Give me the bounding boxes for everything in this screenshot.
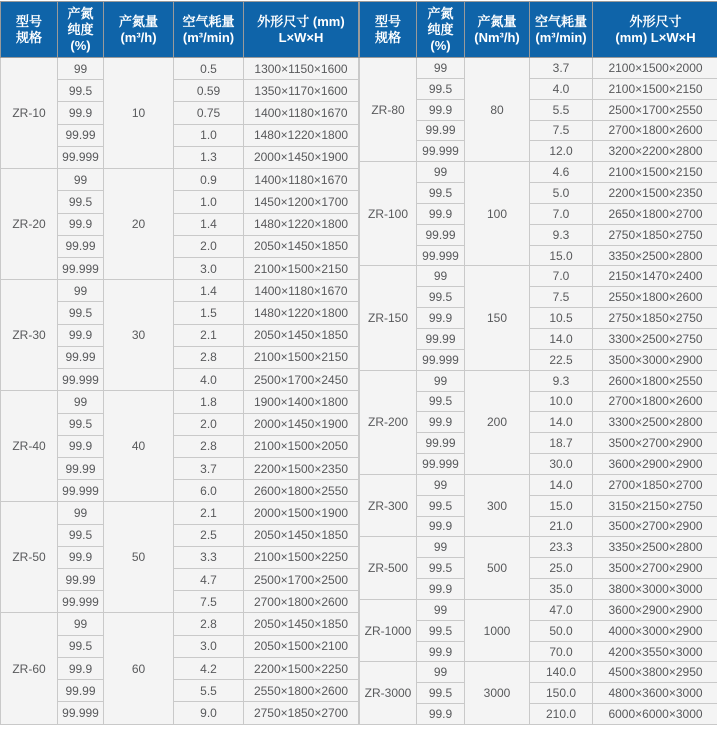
capacity-cell: 500: [465, 537, 530, 600]
purity-cell: 99.99: [58, 235, 104, 257]
air-consumption-cell: 10.5: [530, 308, 593, 329]
dimensions-cell: 2050×1450×1850: [244, 235, 359, 257]
air-consumption-cell: 3.0: [174, 635, 244, 657]
air-consumption-cell: 35.0: [530, 579, 593, 600]
model-cell: ZR-40: [1, 391, 58, 502]
capacity-cell: 100: [465, 162, 530, 266]
air-consumption-cell: 22.5: [530, 349, 593, 370]
dimensions-cell: 1450×1200×1700: [244, 191, 359, 213]
header-cell-capacity: [104, 2, 174, 58]
purity-cell: 99.999: [58, 146, 104, 168]
air-consumption-cell: 210.0: [530, 704, 593, 725]
dimensions-cell: 4000×3000×2900: [593, 620, 717, 641]
spec-table-right: [359, 1, 717, 725]
purity-cell: 99.999: [417, 141, 465, 162]
purity-cell: 99.9: [417, 308, 465, 329]
purity-cell: 99: [417, 162, 465, 183]
air-consumption-cell: 0.5: [174, 58, 244, 80]
purity-cell: 99.5: [417, 620, 465, 641]
dimensions-cell: 1480×1220×1800: [244, 302, 359, 324]
dimensions-cell: 2100×1500×2150: [244, 257, 359, 279]
model-cell: ZR-30: [1, 280, 58, 391]
capacity-cell: 50: [104, 502, 174, 613]
air-consumption-cell: 1.0: [174, 191, 244, 213]
dimensions-cell: 2000×1500×1900: [244, 502, 359, 524]
capacity-cell: 1000: [465, 599, 530, 662]
purity-cell: 99.9: [417, 412, 465, 433]
dimensions-cell: 2050×1450×1850: [244, 324, 359, 346]
dimensions-cell: 1400×1180×1670: [244, 169, 359, 191]
air-consumption-cell: 7.0: [530, 266, 593, 287]
header-cell-air: [174, 2, 244, 58]
table-row: [1, 58, 359, 80]
header-cell-capacity: [465, 2, 530, 58]
air-consumption-cell: 2.5: [174, 524, 244, 546]
purity-cell: 99.99: [417, 120, 465, 141]
purity-cell: 99.5: [58, 413, 104, 435]
table-row: [1, 280, 359, 302]
dimensions-cell: 6000×6000×3000: [593, 704, 717, 725]
air-consumption-cell: 1.4: [174, 280, 244, 302]
air-consumption-cell: 1.8: [174, 391, 244, 413]
purity-cell: 99.999: [58, 257, 104, 279]
dimensions-cell: 3350×2500×2800: [593, 245, 717, 266]
air-consumption-cell: 2.8: [174, 613, 244, 635]
air-consumption-cell: 0.59: [174, 80, 244, 102]
header-line: (%): [70, 37, 91, 53]
header-line: 空气耗量: [534, 13, 587, 29]
dimensions-cell: 2100×1500×2150: [593, 78, 717, 99]
dimensions-cell: 2500×1700×2550: [593, 99, 717, 120]
air-consumption-cell: 4.2: [174, 657, 244, 679]
dimensions-cell: 2700×1850×2700: [593, 474, 717, 495]
air-consumption-cell: 3.3: [174, 546, 244, 568]
air-consumption-cell: 4.0: [530, 78, 593, 99]
dimensions-cell: 1900×1400×1800: [244, 391, 359, 413]
purity-cell: 99.5: [417, 287, 465, 308]
header-cell-model: [1, 2, 58, 58]
header-line: 产氮: [427, 5, 454, 21]
dimensions-cell: 3300×2500×2800: [593, 412, 717, 433]
spec-table-left: [0, 1, 359, 725]
table-row: [360, 58, 717, 79]
air-consumption-cell: 7.5: [174, 591, 244, 613]
model-cell: ZR-100: [360, 162, 417, 266]
header-line: 型号: [15, 13, 42, 29]
capacity-cell: 30: [104, 280, 174, 391]
dimensions-cell: 3800×3000×3000: [593, 579, 717, 600]
purity-cell: 99.9: [58, 657, 104, 679]
dimensions-cell: 2200×1500×2350: [244, 457, 359, 479]
table-row: [360, 162, 717, 183]
model-cell: ZR-150: [360, 266, 417, 370]
header-line: 空气耗量: [182, 13, 235, 29]
purity-cell: 99: [58, 58, 104, 80]
purity-cell: 99.5: [417, 78, 465, 99]
purity-cell: 99.5: [417, 391, 465, 412]
air-consumption-cell: 23.3: [530, 537, 593, 558]
dimensions-cell: 3350×2500×2800: [593, 537, 717, 558]
dimensions-cell: 1300×1150×1600: [244, 58, 359, 80]
purity-cell: 99.5: [58, 302, 104, 324]
model-cell: ZR-1000: [360, 599, 417, 662]
dimensions-cell: 3500×3000×2900: [593, 349, 717, 370]
dimensions-cell: 2550×1800×2600: [593, 287, 717, 308]
dimensions-cell: 2100×1500×2250: [244, 546, 359, 568]
air-consumption-cell: 5.0: [530, 183, 593, 204]
purity-cell: 99.5: [417, 558, 465, 579]
table-row: [1, 169, 359, 191]
air-consumption-cell: 47.0: [530, 599, 593, 620]
dimensions-cell: 1400×1180×1670: [244, 280, 359, 302]
model-cell: ZR-60: [1, 613, 58, 725]
purity-cell: 99.9: [417, 641, 465, 662]
header-row: [360, 2, 717, 58]
purity-cell: 99.5: [58, 524, 104, 546]
dimensions-cell: 2750×1850×2750: [593, 224, 717, 245]
air-consumption-cell: 25.0: [530, 558, 593, 579]
dimensions-cell: 2100×1500×2150: [593, 162, 717, 183]
air-consumption-cell: 50.0: [530, 620, 593, 641]
air-consumption-cell: 6.0: [174, 480, 244, 502]
dimensions-cell: 2700×1800×2600: [593, 391, 717, 412]
header-line: (mm) L×W×H: [615, 29, 696, 45]
dimensions-cell: 2100×1500×2150: [244, 346, 359, 368]
air-consumption-cell: 10.0: [530, 391, 593, 412]
purity-cell: 99.999: [58, 480, 104, 502]
dimensions-cell: 3200×2200×2800: [593, 141, 717, 162]
purity-cell: 99.99: [58, 346, 104, 368]
header-cell-purity: [58, 2, 104, 58]
air-consumption-cell: 0.75: [174, 102, 244, 124]
air-consumption-cell: 2.0: [174, 413, 244, 435]
purity-cell: 99.9: [417, 99, 465, 120]
purity-cell: 99.999: [58, 591, 104, 613]
air-consumption-cell: 30.0: [530, 454, 593, 475]
air-consumption-cell: 0.9: [174, 169, 244, 191]
header-cell-air: [530, 2, 593, 58]
air-consumption-cell: 18.7: [530, 433, 593, 454]
capacity-cell: 150: [465, 266, 530, 370]
air-consumption-cell: 3.0: [174, 257, 244, 279]
model-cell: ZR-10: [1, 58, 58, 169]
air-consumption-cell: 15.0: [530, 245, 593, 266]
table-row: [1, 391, 359, 413]
purity-cell: 99.5: [58, 80, 104, 102]
dimensions-cell: 2200×1500×2350: [593, 183, 717, 204]
dimensions-cell: 2500×1700×2450: [244, 369, 359, 391]
purity-cell: 99.999: [417, 454, 465, 475]
dimensions-cell: 2700×1800×2600: [593, 120, 717, 141]
purity-cell: 99: [58, 280, 104, 302]
purity-cell: 99.5: [417, 183, 465, 204]
header-cell-dims: [244, 2, 359, 58]
air-consumption-cell: 7.5: [530, 120, 593, 141]
purity-cell: 99.999: [58, 702, 104, 725]
purity-cell: 99.5: [417, 683, 465, 704]
header-line: (m³/min): [535, 29, 587, 45]
dimensions-cell: 3500×2700×2900: [593, 433, 717, 454]
header-cell-purity: [417, 2, 465, 58]
dimensions-cell: 2200×1500×2250: [244, 657, 359, 679]
dimensions-cell: 2100×1500×2050: [244, 435, 359, 457]
air-consumption-cell: 2.8: [174, 346, 244, 368]
purity-cell: 99.9: [417, 203, 465, 224]
air-consumption-cell: 4.7: [174, 569, 244, 591]
header-row: [1, 2, 359, 58]
dimensions-cell: 2500×1700×2500: [244, 569, 359, 591]
header-line: (%): [430, 37, 451, 53]
air-consumption-cell: 150.0: [530, 683, 593, 704]
purity-cell: 99.99: [58, 569, 104, 591]
purity-cell: 99.99: [417, 328, 465, 349]
header-line: 规格: [15, 29, 42, 45]
table-row: [1, 502, 359, 524]
header-cell-model: [360, 2, 417, 58]
table-row: [360, 537, 717, 558]
purity-cell: 99.9: [417, 579, 465, 600]
purity-cell: 99.5: [58, 635, 104, 657]
dimensions-cell: 2000×1450×1900: [244, 413, 359, 435]
header-line: L×W×H: [278, 29, 324, 45]
dimensions-cell: 2650×1800×2700: [593, 203, 717, 224]
air-consumption-cell: 14.0: [530, 328, 593, 349]
table-body: [360, 58, 717, 725]
model-cell: ZR-500: [360, 537, 417, 600]
air-consumption-cell: 1.5: [174, 302, 244, 324]
purity-cell: 99: [417, 537, 465, 558]
capacity-cell: 200: [465, 370, 530, 474]
purity-cell: 99.99: [417, 433, 465, 454]
header-line: 外形尺寸 (mm): [257, 13, 345, 29]
dimensions-cell: 4200×3550×3000: [593, 641, 717, 662]
purity-cell: 99: [417, 662, 465, 683]
air-consumption-cell: 7.0: [530, 203, 593, 224]
header-line: 产氮量: [477, 13, 517, 29]
air-consumption-cell: 2.8: [174, 435, 244, 457]
dimensions-cell: 2000×1450×1900: [244, 146, 359, 168]
purity-cell: 99: [58, 169, 104, 191]
air-consumption-cell: 70.0: [530, 641, 593, 662]
air-consumption-cell: 14.0: [530, 474, 593, 495]
dimensions-cell: 1480×1220×1800: [244, 124, 359, 146]
purity-cell: 99: [417, 266, 465, 287]
air-consumption-cell: 9.3: [530, 224, 593, 245]
table-header: [1, 2, 359, 58]
dimensions-cell: 2750×1850×2750: [593, 308, 717, 329]
purity-cell: 99.9: [58, 546, 104, 568]
dimensions-cell: 3500×2700×2900: [593, 558, 717, 579]
dimensions-cell: 3600×2900×2900: [593, 454, 717, 475]
dimensions-cell: 3150×2150×2750: [593, 495, 717, 516]
dimensions-cell: 3600×2900×2900: [593, 599, 717, 620]
air-consumption-cell: 1.3: [174, 146, 244, 168]
dimensions-cell: 1400×1180×1670: [244, 102, 359, 124]
purity-cell: 99.999: [58, 369, 104, 391]
air-consumption-cell: 4.0: [174, 369, 244, 391]
air-consumption-cell: 9.0: [174, 702, 244, 725]
model-cell: ZR-20: [1, 169, 58, 280]
capacity-cell: 60: [104, 613, 174, 725]
air-consumption-cell: 2.1: [174, 502, 244, 524]
purity-cell: 99.9: [58, 435, 104, 457]
purity-cell: 99.999: [417, 245, 465, 266]
air-consumption-cell: 3.7: [530, 58, 593, 79]
air-consumption-cell: 1.4: [174, 213, 244, 235]
table-row: [1, 613, 359, 635]
dimensions-cell: 3500×2700×2900: [593, 516, 717, 537]
capacity-cell: 40: [104, 391, 174, 502]
table-header: [360, 2, 717, 58]
purity-cell: 99.9: [58, 213, 104, 235]
purity-cell: 99: [417, 599, 465, 620]
table-row: [360, 599, 717, 620]
table-body: [1, 58, 359, 725]
header-line: 规格: [374, 29, 401, 45]
purity-cell: 99.99: [417, 224, 465, 245]
model-cell: ZR-300: [360, 474, 417, 537]
capacity-cell: 80: [465, 58, 530, 162]
model-cell: ZR-3000: [360, 662, 417, 725]
purity-cell: 99.5: [58, 191, 104, 213]
capacity-cell: 300: [465, 474, 530, 537]
table-row: [360, 266, 717, 287]
model-cell: ZR-200: [360, 370, 417, 474]
air-consumption-cell: 2.1: [174, 324, 244, 346]
dimensions-cell: 2700×1800×2600: [244, 591, 359, 613]
air-consumption-cell: 15.0: [530, 495, 593, 516]
purity-cell: 99.999: [417, 349, 465, 370]
purity-cell: 99: [58, 613, 104, 635]
dimensions-cell: 2750×1850×2700: [244, 702, 359, 725]
air-consumption-cell: 2.0: [174, 235, 244, 257]
header-cell-dims: [593, 2, 717, 58]
air-consumption-cell: 12.0: [530, 141, 593, 162]
purity-cell: 99: [417, 58, 465, 79]
purity-cell: 99.9: [417, 516, 465, 537]
dimensions-cell: 2100×1500×2000: [593, 58, 717, 79]
purity-cell: 99.9: [58, 324, 104, 346]
dimensions-cell: 2050×1450×1850: [244, 524, 359, 546]
air-consumption-cell: 5.5: [174, 680, 244, 702]
header-line: 纯度: [427, 21, 454, 37]
dimensions-cell: 1350×1170×1600: [244, 80, 359, 102]
header-line: 产氮: [67, 5, 94, 21]
dimensions-cell: 3300×2500×2750: [593, 328, 717, 349]
purity-cell: 99.5: [417, 495, 465, 516]
header-line: (m³/h): [120, 29, 157, 45]
purity-cell: 99.99: [58, 680, 104, 702]
dimensions-cell: 2050×1500×2100: [244, 635, 359, 657]
table-row: [360, 370, 717, 391]
dimensions-cell: 1480×1220×1800: [244, 213, 359, 235]
air-consumption-cell: 5.5: [530, 99, 593, 120]
dimensions-cell: 4800×3600×3000: [593, 683, 717, 704]
air-consumption-cell: 140.0: [530, 662, 593, 683]
dimensions-cell: 2600×1800×2550: [593, 370, 717, 391]
table-row: [360, 662, 717, 683]
air-consumption-cell: 3.7: [174, 457, 244, 479]
dimensions-cell: 4500×3800×2950: [593, 662, 717, 683]
dimensions-cell: 2050×1450×1850: [244, 613, 359, 635]
purity-cell: 99: [417, 370, 465, 391]
model-cell: ZR-80: [360, 58, 417, 162]
purity-cell: 99.99: [58, 457, 104, 479]
purity-cell: 99.9: [417, 704, 465, 725]
header-line: 型号: [374, 13, 401, 29]
header-line: 外形尺寸: [629, 13, 682, 29]
purity-cell: 99: [58, 502, 104, 524]
header-line: (Nm³/h): [474, 29, 520, 45]
header-line: 产氮量: [118, 13, 158, 29]
dimensions-cell: 2550×1800×2600: [244, 680, 359, 702]
dimensions-cell: 2150×1470×2400: [593, 266, 717, 287]
purity-cell: 99: [417, 474, 465, 495]
air-consumption-cell: 14.0: [530, 412, 593, 433]
purity-cell: 99.9: [58, 102, 104, 124]
air-consumption-cell: 9.3: [530, 370, 593, 391]
air-consumption-cell: 1.0: [174, 124, 244, 146]
air-consumption-cell: 21.0: [530, 516, 593, 537]
dimensions-cell: 2600×1800×2550: [244, 480, 359, 502]
header-line: (m³/min): [182, 29, 235, 45]
model-cell: ZR-50: [1, 502, 58, 613]
header-line: 纯度: [67, 21, 94, 37]
table-row: [360, 474, 717, 495]
capacity-cell: 3000: [465, 662, 530, 725]
capacity-cell: 20: [104, 169, 174, 280]
capacity-cell: 10: [104, 58, 174, 169]
purity-cell: 99.99: [58, 124, 104, 146]
air-consumption-cell: 4.6: [530, 162, 593, 183]
purity-cell: 99: [58, 391, 104, 413]
air-consumption-cell: 7.5: [530, 287, 593, 308]
